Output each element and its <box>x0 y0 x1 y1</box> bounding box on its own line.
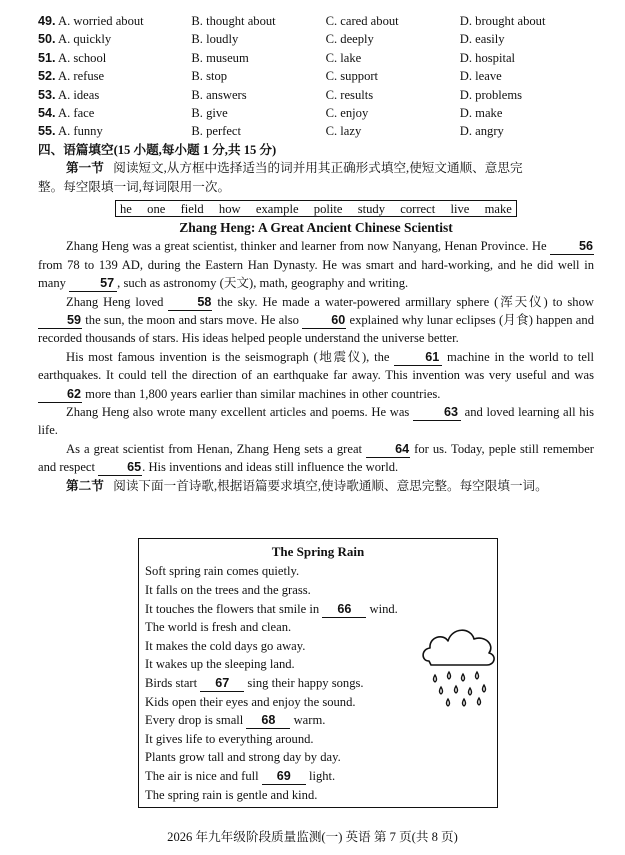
question-number: 50. <box>38 32 56 47</box>
exam-page <box>38 12 594 495</box>
text-run: Birds start <box>145 675 201 690</box>
rain-cloud-icon <box>419 619 499 709</box>
blank-64[interactable]: 64 <box>366 442 410 458</box>
option-row-54 <box>38 104 594 122</box>
options-block <box>38 12 594 141</box>
option-c: C. deeply <box>325 32 374 47</box>
word-bank-item: study <box>357 201 386 216</box>
question-number: 52. <box>38 69 56 84</box>
text-run: His most famous invention is the seismograph (地震仪), the <box>66 349 395 364</box>
option-c: C. lake <box>325 50 362 65</box>
option-d: D. hospital <box>459 50 516 65</box>
option-b: B. give <box>191 105 228 120</box>
blank-56[interactable]: 56 <box>550 239 594 255</box>
option-b: B. stop <box>191 69 228 84</box>
option-row-53 <box>38 86 594 104</box>
poem-line <box>145 767 491 786</box>
text-run: Zhang Heng was a great scientist, thinker and learner from now Nanyang, Henan Province. He <box>66 239 547 254</box>
word-bank-item: how <box>218 201 241 216</box>
poem-line: Soft spring rain comes quietly. <box>145 564 300 579</box>
text-run: the sky. He made a water-powered armillary sphere (浑天仪) to show <box>212 294 594 309</box>
question-number: 51. <box>38 50 56 65</box>
option-c: C. cared about <box>325 14 399 28</box>
text-run: more than 1,800 years earlier than similar machines in other countries. <box>82 386 441 401</box>
passage-paragraph-4 <box>38 403 594 440</box>
option-a: A. worried about <box>57 14 144 28</box>
blank-65[interactable]: 65 <box>98 460 142 476</box>
passage-paragraph-2 <box>38 293 594 348</box>
poem-line: It gives life to everything around. <box>145 731 314 746</box>
blank-66[interactable]: 66 <box>322 602 366 618</box>
text-run: for us. Today, peple still remember and respect <box>38 441 594 475</box>
poem-line: It wakes up the sleeping land. <box>145 657 295 672</box>
text-run: warm. <box>290 713 326 728</box>
option-row-50 <box>38 30 594 48</box>
text-run: As a great scientist from Henan, Zhang Heng sets a great <box>66 441 367 456</box>
word-bank-item: field <box>180 201 204 216</box>
option-a: A. ideas <box>57 87 100 102</box>
word-bank-item: one <box>147 201 166 216</box>
text-run: light. <box>305 768 336 783</box>
option-d: D. problems <box>459 87 523 102</box>
poem-line <box>145 600 491 619</box>
option-a: A. refuse <box>57 69 105 84</box>
text-run: machine in the world to tell earthquakes. It could tell the direction of an earthquake far away. This invention was very useful and was <box>38 349 594 383</box>
word-bank-item: polite <box>313 201 343 216</box>
option-d: D. make <box>459 105 503 120</box>
blank-58[interactable]: 58 <box>168 295 212 311</box>
question-number: 49. <box>38 14 56 28</box>
option-a: A. quickly <box>57 32 112 47</box>
poem-title: The Spring Rain <box>271 544 365 559</box>
blank-63[interactable]: 63 <box>413 405 461 421</box>
option-row-49 <box>38 12 594 30</box>
option-row-51 <box>38 49 594 67</box>
passage-paragraph-5 <box>38 440 594 477</box>
text-run: the sun, the moon and stars move. He also <box>82 312 303 327</box>
text-run: , such as astronomy (天文), math, geography and writing. <box>117 276 409 291</box>
text-run: explained why lunar eclipses (月食) happen and recorded thousands of stars. His ideas helped people understand the universe better. <box>38 312 594 346</box>
poem-box <box>138 538 498 808</box>
option-d: D. brought about <box>459 14 546 28</box>
option-c: C. enjoy <box>325 105 369 120</box>
blank-59[interactable]: 59 <box>38 313 82 329</box>
text-run: from 78 to 139 AD, during the Eastern Han Dynasty. He was smart and hard-working, and he did well in many <box>38 257 594 291</box>
poem-line: Kids open their eyes and enjoy the sound. <box>145 694 356 709</box>
option-a: A. face <box>57 105 95 120</box>
word-bank-item: he <box>120 201 132 216</box>
option-b: B. museum <box>191 50 249 65</box>
option-b: B. perfect <box>191 124 242 139</box>
text-run: and loved learning all his life. <box>38 405 594 438</box>
word-bank-item: live <box>450 201 470 216</box>
option-b: B. thought about <box>191 14 276 28</box>
question-number: 53. <box>38 87 56 102</box>
text-run: wind. <box>366 601 398 616</box>
option-row-55 <box>38 122 594 140</box>
text-run: Zhang Heng also wrote many excellent articles and poems. He was <box>66 405 413 420</box>
part2-instructions <box>38 477 594 495</box>
blank-60[interactable]: 60 <box>302 313 346 329</box>
passage-paragraph-3 <box>38 348 594 403</box>
text-run: Every drop is small <box>145 713 247 728</box>
option-c: C. lazy <box>325 124 362 139</box>
option-d: D. leave <box>459 69 502 84</box>
page-footer: 2026 年九年级阶段质量监测(一) 英语 第 7 页(共 8 页) <box>167 830 458 844</box>
poem-line <box>145 711 491 730</box>
text-run: The air is nice and full <box>145 768 262 783</box>
option-b: B. loudly <box>191 32 239 47</box>
poem-line: The world is fresh and clean. <box>145 620 292 635</box>
part1-instructions-cont: 整。每空限填一词,每词限用一次。 <box>38 179 231 194</box>
option-d: D. angry <box>459 124 504 139</box>
word-bank-item: make <box>484 201 512 216</box>
poem-line: It falls on the trees and the grass. <box>145 583 311 597</box>
option-c: C. support <box>325 69 379 84</box>
word-bank-box <box>115 200 517 217</box>
part1-label: 第一节 <box>66 161 104 176</box>
part1-instruction-text: 阅读短文,从方框中选择适当的词并用其正确形式填空,使短文通顺、意思完 <box>113 161 523 176</box>
section-4-title: 四、语篇填空(15 小题,每小题 1 分,共 15 分) <box>38 142 277 157</box>
text-run: Zhang Heng loved <box>66 294 169 309</box>
blank-57[interactable]: 57 <box>69 276 117 292</box>
option-a: A. school <box>57 50 107 65</box>
part2-instruction-text: 阅读下面一首诗歌,根据语篇要求填空,使诗歌通顺、意思完整。每空限填一词。 <box>113 478 548 493</box>
part1-instructions <box>38 159 594 177</box>
text-run: It touches the flowers that smile in <box>145 601 323 616</box>
question-number: 55. <box>38 124 56 139</box>
part2-label: 第二节 <box>66 478 104 493</box>
word-bank-item: example <box>255 201 299 216</box>
poem-line: Plants grow tall and strong day by day. <box>145 750 341 765</box>
option-c: C. results <box>325 87 374 102</box>
blank-61[interactable]: 61 <box>394 350 442 366</box>
text-run: . His inventions and ideas still influence the world. <box>142 460 399 475</box>
word-bank-item: correct <box>400 201 436 216</box>
blank-68[interactable]: 68 <box>246 713 290 729</box>
question-number: 54. <box>38 105 56 120</box>
poem-line: The spring rain is gentle and kind. <box>145 787 318 802</box>
blank-62[interactable]: 62 <box>38 387 82 403</box>
option-row-52 <box>38 67 594 85</box>
text-run: sing their happy songs. <box>244 675 364 690</box>
option-b: B. answers <box>191 87 247 102</box>
blank-69[interactable]: 69 <box>262 769 306 785</box>
blank-67[interactable]: 67 <box>200 676 244 692</box>
poem-line: It makes the cold days go away. <box>145 638 306 653</box>
passage-title: Zhang Heng: A Great Ancient Chinese Scientist <box>179 219 453 235</box>
option-a: A. funny <box>57 124 103 139</box>
option-d: D. easily <box>459 32 505 47</box>
passage-paragraph-1 <box>38 237 594 292</box>
